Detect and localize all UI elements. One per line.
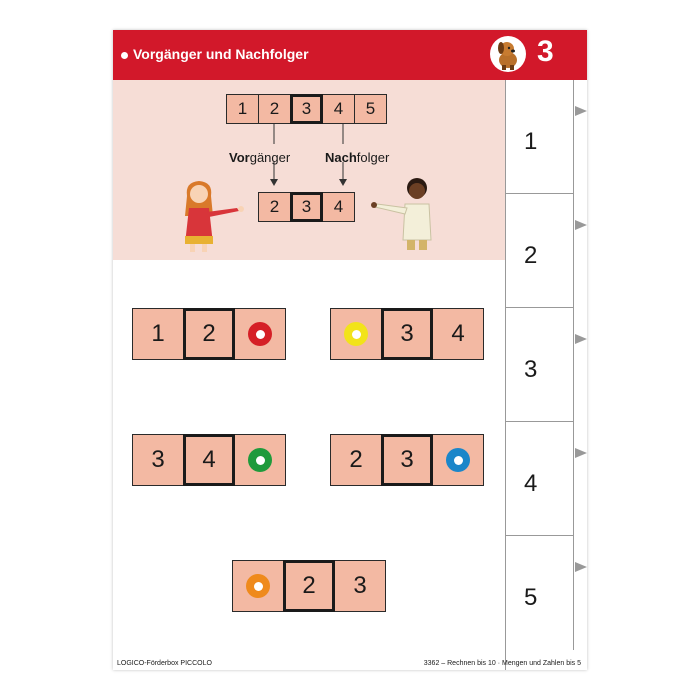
green-dot-icon [248, 448, 272, 472]
number-cell: 3 [381, 434, 433, 486]
task-strip-1 [133, 308, 286, 360]
number-cell: 2 [183, 308, 235, 360]
boy-illustration [367, 172, 447, 256]
number-cell: 2 [258, 192, 291, 222]
color-dot-cell [330, 308, 382, 360]
girl-illustration [177, 178, 257, 256]
tab-arrow-icon [575, 334, 587, 344]
dog-mascot-icon [490, 36, 526, 72]
task-strip-4 [331, 434, 484, 486]
answer-tabs [505, 80, 588, 670]
page-title: Vorgänger und Nachfolger [133, 46, 309, 62]
answer-tab-3[interactable]: 3 [506, 308, 574, 422]
number-cell: 3 [290, 94, 323, 124]
intro-example [113, 80, 505, 260]
number-cell: 2 [283, 560, 335, 612]
answer-tab-2[interactable]: 2 [506, 194, 574, 308]
bullet-icon [121, 52, 128, 59]
worksheet-card [113, 30, 587, 670]
color-dot-cell [234, 308, 286, 360]
answer-tab-5[interactable]: 5 [506, 536, 574, 650]
task-strip-5 [233, 560, 386, 612]
label-nachfolger: Nachfolger [325, 150, 390, 165]
tab-arrow-icon [575, 562, 587, 572]
number-cell: 4 [322, 94, 355, 124]
number-cell: 2 [258, 94, 291, 124]
footer [113, 658, 587, 670]
number-cell: 4 [183, 434, 235, 486]
answer-tab-4[interactable]: 4 [506, 422, 574, 536]
color-dot-cell [234, 434, 286, 486]
tab-arrow-icon [575, 106, 587, 116]
number-cell: 3 [381, 308, 433, 360]
page-number: 3 [537, 35, 554, 68]
footer-left: LOGICO-Förderbox PICCOLO [117, 660, 212, 667]
tab-arrow-icon [575, 448, 587, 458]
orange-dot-icon [246, 574, 270, 598]
number-cell: 1 [226, 94, 259, 124]
task-strip-2 [331, 308, 484, 360]
number-cell: 2 [330, 434, 382, 486]
number-cell: 3 [132, 434, 184, 486]
yellow-dot-icon [344, 322, 368, 346]
header-bar [113, 30, 587, 80]
task-strip-3 [133, 434, 286, 486]
number-cell: 4 [322, 192, 355, 222]
number-cell: 5 [354, 94, 387, 124]
color-dot-cell [232, 560, 284, 612]
color-dot-cell [432, 434, 484, 486]
number-cell: 1 [132, 308, 184, 360]
answer-tab-1[interactable]: 1 [506, 80, 574, 194]
bottom-number-row [259, 192, 355, 222]
footer-right: 3362 – Rechnen bis 10 · Mengen und Zahlen bis 5 [423, 660, 581, 667]
number-cell: 3 [334, 560, 386, 612]
number-cell: 3 [290, 192, 323, 222]
tab-arrow-icon [575, 220, 587, 230]
top-number-row [227, 94, 387, 124]
red-dot-icon [248, 322, 272, 346]
number-cell: 4 [432, 308, 484, 360]
label-vorgaenger: Vorgänger [229, 150, 291, 165]
arrows [263, 124, 363, 194]
blue-dot-icon [446, 448, 470, 472]
